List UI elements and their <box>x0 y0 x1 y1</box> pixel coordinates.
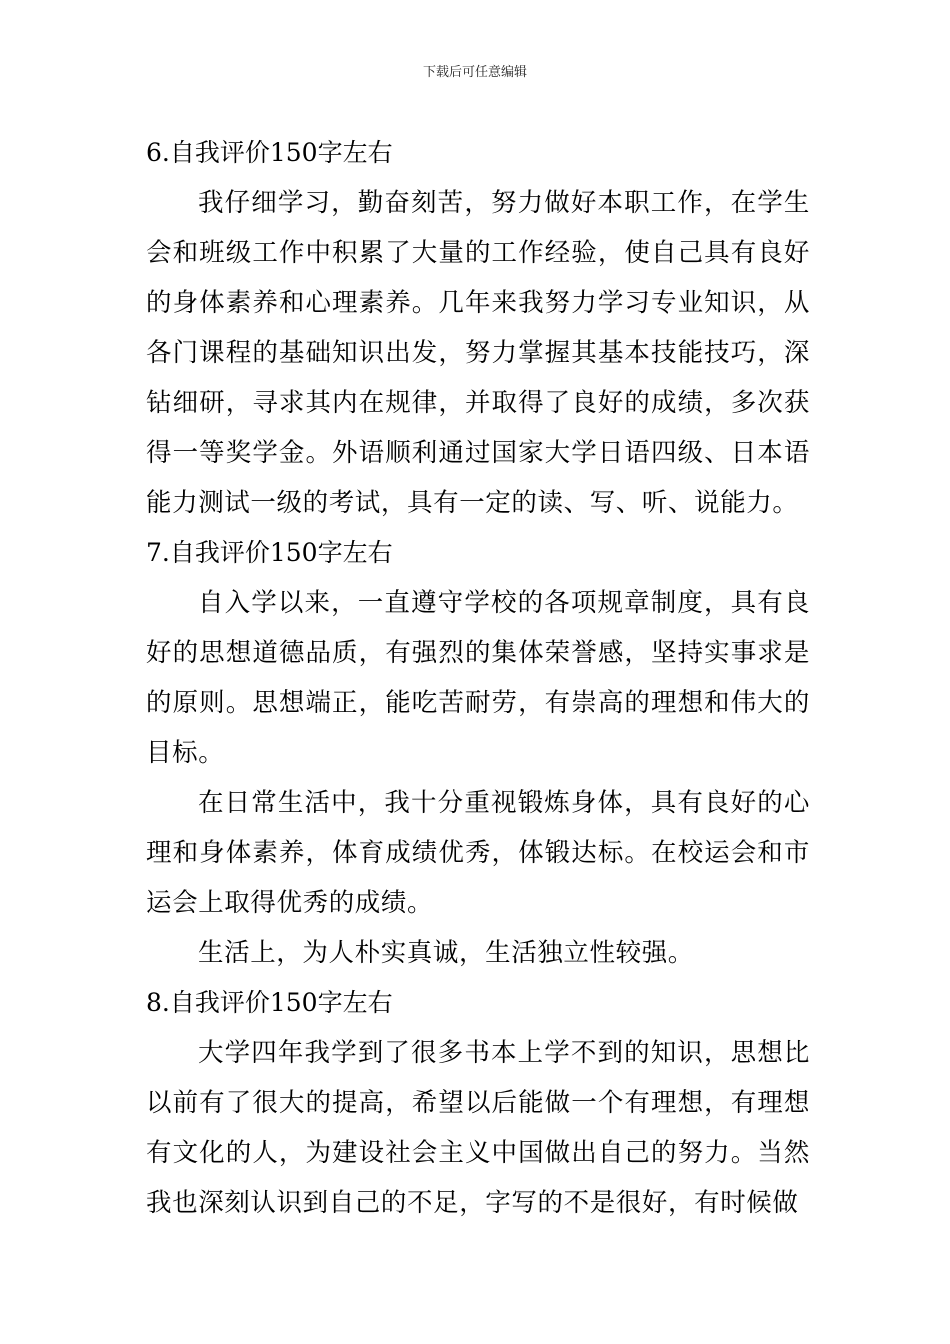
section-6 <box>146 128 810 528</box>
paragraph: 在日常生活中，我十分重视锻炼身体，具有良好的心理和身体素养，体育成绩优秀，体锻达标。在校运会和市运会上取得优秀的成绩。 <box>146 788 810 918</box>
paragraph: 自入学以来，一直遵守学校的各项规章制度，具有良好的思想道德品质，有强烈的集体荣誉感，坚持实事求是的原则。思想端正，能吃苦耐劳，有崇高的理想和伟大的目标。 <box>146 588 810 768</box>
document-body <box>146 128 810 1228</box>
section-8 <box>146 978 810 1228</box>
paragraph: 生活上，为人朴实真诚，生活独立性较强。 <box>198 938 694 968</box>
paragraph: 大学四年我学到了很多书本上学不到的知识，思想比以前有了很大的提高，希望以后能做一个有理想，有理想有文化的人，为建设社会主义中国做出自己的努力。当然我也深刻认识到自己的不足，字写的不是很好，有时候做 <box>146 1038 810 1218</box>
section-heading: 8.自我评价150字左右 <box>146 988 393 1017</box>
section-heading: 6.自我评价150字左右 <box>146 138 393 167</box>
section-7 <box>146 528 810 978</box>
section-heading: 7.自我评价150字左右 <box>146 538 393 567</box>
header-note: 下载后可任意编辑 <box>422 65 527 80</box>
paragraph: 我仔细学习，勤奋刻苦，努力做好本职工作，在学生会和班级工作中积累了大量的工作经验，使自己具有良好的身体素养和心理素养。几年来我努力学习专业知识，从各门课程的基础知识出发，努力掌握其基本技能技巧，深钻细研，寻求其内在规律，并取得了良好的成绩，多次获得一等奖学金。外语顺利通过国家大学日语四级、日本语能力测试一级的考试，具有一定的读、写、听、说能力。 <box>146 188 810 518</box>
